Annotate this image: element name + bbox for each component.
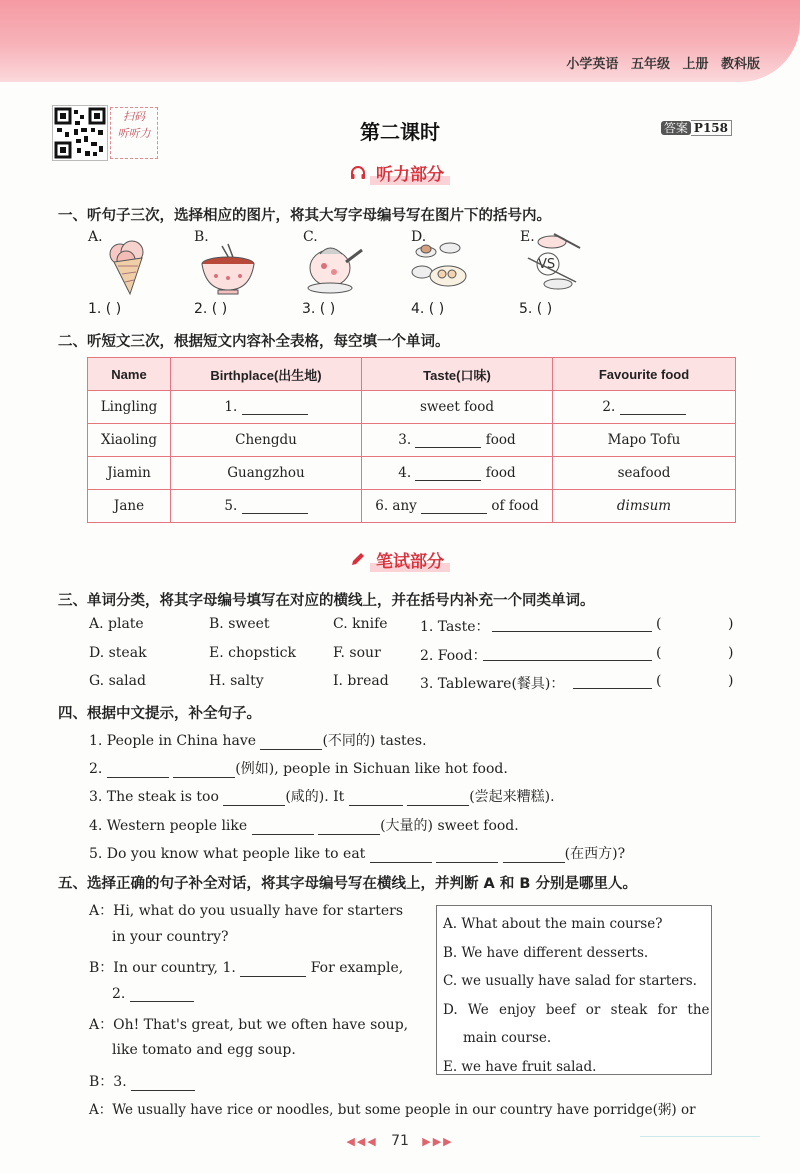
dialogue-line-1b: in your country? bbox=[112, 929, 229, 945]
blank-number: 4. bbox=[398, 465, 412, 481]
table-header-row bbox=[88, 358, 736, 391]
paren-open[interactable]: ( bbox=[656, 645, 662, 661]
header-favourite-food: Favourite food bbox=[553, 358, 736, 391]
cell-food: dimsum bbox=[553, 490, 736, 523]
sentence-text: 2. bbox=[89, 761, 103, 777]
pic-label-a: A. bbox=[88, 229, 103, 245]
taste-suffix: food bbox=[485, 465, 516, 481]
sentence-text: (不同的) tastes. bbox=[322, 733, 427, 749]
answer-page: P158 bbox=[691, 120, 732, 136]
answer-blank[interactable] bbox=[370, 848, 432, 863]
header-name: Name bbox=[88, 358, 171, 391]
header-taste: Taste(口味) bbox=[362, 358, 553, 391]
cell-birthplace-blank[interactable] bbox=[171, 391, 362, 424]
sentence-text: 1. People in China have bbox=[89, 733, 257, 749]
cell-taste-blank[interactable] bbox=[362, 490, 553, 523]
scan-caption: 扫码 bbox=[123, 110, 145, 123]
taste-suffix: of food bbox=[491, 498, 539, 514]
info-table bbox=[87, 357, 736, 523]
category-food: 2. Food： bbox=[420, 648, 487, 664]
answer-blank[interactable] bbox=[620, 400, 686, 415]
book-info: 小学英语 五年级 上册 教科版 bbox=[566, 57, 760, 72]
written-title-text: 笔试部分 bbox=[370, 552, 450, 572]
dialogue-text: 2. bbox=[112, 986, 126, 1002]
written-section-title bbox=[0, 547, 800, 572]
option-a: A. What about the main course? bbox=[443, 916, 663, 932]
answer-blank[interactable] bbox=[415, 466, 481, 481]
pencil-icon bbox=[350, 551, 366, 572]
q1-instruction: 一、听句子三次，选择相应的图片，将其大写字母编号写在图片下的括号内。 bbox=[58, 208, 551, 224]
q1-answer-3[interactable]: 3. ( ) bbox=[302, 301, 336, 317]
table-row bbox=[88, 424, 736, 457]
dialogue-text: B：In our country, 1. bbox=[89, 960, 236, 976]
lesson-title: 第二课时 bbox=[360, 120, 440, 144]
cell-birthplace: Guangzhou bbox=[171, 457, 362, 490]
option-c: C. we usually have salad for starters. bbox=[443, 973, 697, 989]
word-e: E. chopstick bbox=[209, 645, 296, 661]
table-row bbox=[88, 457, 736, 490]
cell-food: seafood bbox=[553, 457, 736, 490]
answer-blank[interactable] bbox=[107, 763, 169, 778]
dialogue-line-4: A：Oh! That's great, but we often have soup, bbox=[89, 1017, 409, 1033]
answer-blank[interactable] bbox=[436, 848, 498, 863]
ice-cream-picture bbox=[100, 238, 164, 296]
vs-text: VS bbox=[538, 257, 556, 272]
chopsticks-vs-picture bbox=[524, 232, 588, 290]
sentence-3 bbox=[89, 786, 555, 806]
word-c: C. knife bbox=[333, 616, 388, 632]
sentence-2 bbox=[89, 758, 508, 778]
listen-caption: 听听力 bbox=[117, 127, 151, 140]
word-d: D. steak bbox=[89, 645, 147, 661]
dialogue-line-4b: like tomato and egg soup. bbox=[112, 1042, 296, 1058]
blank-number: 2. bbox=[602, 399, 616, 415]
headphones-icon bbox=[350, 165, 366, 185]
cell-taste: sweet food bbox=[362, 391, 553, 424]
header-birthplace: Birthplace(出生地) bbox=[171, 358, 362, 391]
answer-blank[interactable] bbox=[503, 848, 565, 863]
answer-blank[interactable] bbox=[318, 820, 380, 835]
answer-blank[interactable] bbox=[349, 791, 403, 806]
option-d-cont: main course. bbox=[463, 1030, 552, 1046]
sentence-text: (咸的). It bbox=[285, 789, 345, 805]
cell-name: Jane bbox=[88, 490, 171, 523]
food-blank[interactable] bbox=[483, 646, 652, 661]
cell-food: Mapo Tofu bbox=[553, 424, 736, 457]
word-b: B. sweet bbox=[209, 616, 270, 632]
paren-close: ) bbox=[728, 616, 734, 632]
option-b: B. We have different desserts. bbox=[443, 944, 649, 961]
table-row bbox=[88, 391, 736, 424]
dialogue-text: B：3. bbox=[89, 1074, 127, 1090]
cell-name: Xiaoling bbox=[88, 424, 171, 457]
cell-birthplace: Chengdu bbox=[171, 424, 362, 457]
q1-answer-2[interactable]: 2. ( ) bbox=[194, 301, 228, 317]
sentence-text: 3. The steak is too bbox=[89, 789, 219, 805]
cell-taste-blank[interactable] bbox=[362, 457, 553, 490]
q1-answer-5[interactable]: 5. ( ) bbox=[519, 301, 553, 317]
page-number: 71 bbox=[391, 1133, 409, 1149]
answer-reference bbox=[661, 119, 732, 136]
pic-label-e: E. bbox=[520, 229, 535, 245]
cell-food-blank[interactable] bbox=[553, 391, 736, 424]
answer-blank[interactable] bbox=[252, 820, 314, 835]
q5-instruction: 五、选择正确的句子补全对话，将其字母编号写在横线上，并判断 A 和 B 分别是哪里人。 bbox=[58, 876, 637, 892]
soup-pot-picture bbox=[302, 240, 366, 298]
footer-divider bbox=[640, 1136, 760, 1137]
cell-name: Jiamin bbox=[88, 457, 171, 490]
dialogue-line-5 bbox=[89, 1071, 195, 1091]
cell-taste-blank[interactable] bbox=[362, 424, 553, 457]
answer-blank[interactable] bbox=[421, 499, 487, 514]
q2-instruction: 二、听短文三次，根据短文内容补全表格，每空填一个单词。 bbox=[58, 334, 450, 350]
category-tableware: 3. Tableware(餐具)： bbox=[420, 676, 565, 692]
pic-label-d: D. bbox=[411, 229, 427, 245]
listening-section-title bbox=[0, 160, 800, 185]
answer-blank[interactable] bbox=[415, 433, 481, 448]
word-g: G. salad bbox=[89, 673, 146, 689]
blank-number: 6. any bbox=[375, 498, 417, 514]
option-d: D. We enjoy beef or steak for the bbox=[443, 1001, 710, 1018]
dialogue-line-2 bbox=[89, 957, 403, 977]
sentence-text: (在西方)? bbox=[564, 846, 626, 862]
answer-blank[interactable] bbox=[240, 962, 306, 977]
word-h: H. salty bbox=[209, 673, 264, 689]
category-taste: 1. Taste： bbox=[420, 619, 490, 635]
answer-blank[interactable] bbox=[260, 735, 322, 750]
taste-blank[interactable] bbox=[492, 617, 652, 632]
dialogue-line-1: A：Hi, what do you usually have for starters bbox=[89, 903, 404, 919]
table-row bbox=[88, 490, 736, 523]
sentence-4 bbox=[89, 815, 519, 835]
sentence-text: (大量的) sweet food. bbox=[380, 818, 519, 834]
word-a: A. plate bbox=[89, 616, 144, 632]
prev-arrows-icon: ◀◀◀ bbox=[346, 1135, 378, 1148]
paren-close: ) bbox=[728, 645, 734, 661]
sentence-text: 4. Western people like bbox=[89, 818, 248, 834]
sentence-text: (尝起来糟糕). bbox=[469, 789, 555, 805]
answer-blank[interactable] bbox=[131, 1076, 195, 1091]
sentence-text: 5. Do you know what people like to eat bbox=[89, 846, 366, 862]
next-arrows-icon: ▶▶▶ bbox=[422, 1135, 454, 1148]
answer-blank[interactable] bbox=[242, 400, 308, 415]
sentence-text: (例如), people in Sichuan like hot food. bbox=[235, 761, 508, 777]
sentence-5 bbox=[89, 843, 625, 863]
q4-instruction: 四、根据中文提示，补全句子。 bbox=[58, 706, 261, 722]
noodle-bowl-picture bbox=[196, 240, 260, 298]
dialogue-line-6: A：We usually have rice or noodles, but some people in our country have porridge(粥) or bbox=[89, 1102, 696, 1118]
q3-instruction: 三、单词分类，将其字母编号填写在对应的横线上，并在括号内补充一个同类单词。 bbox=[58, 593, 595, 609]
answer-tag: 答案 bbox=[661, 121, 691, 135]
dialogue-text: For example, bbox=[310, 960, 404, 976]
cell-name: Lingling bbox=[88, 391, 171, 424]
answer-blank[interactable] bbox=[407, 791, 469, 806]
q1-answer-1[interactable]: 1. ( ) bbox=[88, 301, 122, 317]
word-f: F. sour bbox=[333, 645, 381, 661]
q1-answer-4[interactable]: 4. ( ) bbox=[411, 301, 445, 317]
taste-suffix: food bbox=[485, 432, 516, 448]
answer-blank[interactable] bbox=[173, 763, 235, 778]
options-box bbox=[436, 905, 712, 1075]
sentence-1 bbox=[89, 730, 427, 750]
dishes-picture bbox=[408, 238, 472, 296]
pic-label-c: C. bbox=[303, 229, 318, 245]
answer-blank[interactable] bbox=[242, 499, 308, 514]
blank-number: 1. bbox=[224, 399, 238, 415]
cell-birthplace-blank[interactable] bbox=[171, 490, 362, 523]
paren-open[interactable]: ( bbox=[656, 673, 662, 689]
dialogue-line-3 bbox=[112, 986, 194, 1002]
blank-number: 5. bbox=[224, 498, 238, 514]
answer-blank[interactable] bbox=[223, 791, 285, 806]
answer-blank[interactable] bbox=[130, 987, 194, 1002]
blank-number: 3. bbox=[398, 432, 412, 448]
paren-close: ) bbox=[728, 673, 734, 689]
word-i: I. bread bbox=[333, 673, 389, 689]
listening-title-text: 听力部分 bbox=[370, 165, 450, 185]
tableware-blank[interactable] bbox=[573, 674, 652, 689]
paren-open[interactable]: ( bbox=[656, 616, 662, 632]
option-e: E. we have fruit salad. bbox=[443, 1058, 597, 1075]
pic-label-b: B. bbox=[194, 229, 209, 245]
